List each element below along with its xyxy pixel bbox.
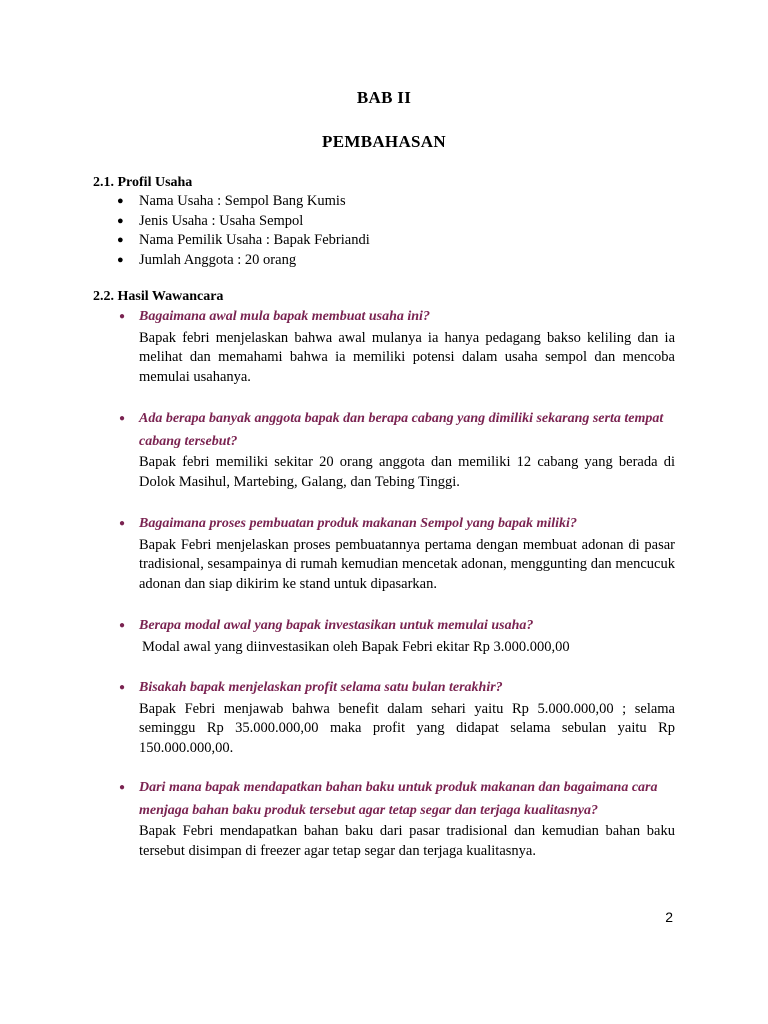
qa-item xyxy=(93,408,675,492)
list-item xyxy=(93,192,693,212)
question-text: Bagaimana proses pembuatan produk makanan Sempol yang bapak miliki? xyxy=(139,516,577,531)
question-text: Ada berapa banyak anggota bapak dan berapa cabang yang dimiliki sekarang serta tempat cabang tersebut? xyxy=(139,411,664,449)
profile-list xyxy=(93,192,693,270)
qa-item xyxy=(93,677,675,759)
interview-question xyxy=(93,615,675,638)
bullet-icon: ● xyxy=(117,214,124,227)
profile-item-text: Jumlah Anggota : 20 orang xyxy=(139,251,297,268)
bullet-icon: ● xyxy=(119,413,126,424)
question-text: Bisakah bapak menjelaskan profit selama satu bulan terakhir? xyxy=(139,680,503,695)
qa-item xyxy=(93,777,675,861)
interview-answer: Bapak Febri menjawab bahwa benefit dalam sehari yaitu Rp 5.000.000,00 ; selama seminggu Rp 35.000.000,00 maka profit yang didapat selama sebulan yaitu Rp 150.000.000,00. xyxy=(139,700,675,756)
qa-item xyxy=(93,513,675,595)
bullet-icon: ● xyxy=(117,195,124,207)
bullet-icon: ● xyxy=(119,782,126,793)
page-number: 2 xyxy=(665,909,673,925)
interview-question xyxy=(93,306,675,329)
section-heading-interview: 2.2. Hasil Wawancara xyxy=(93,289,224,304)
list-item xyxy=(93,231,693,251)
interview-answer: Bapak febri menjelaskan bahwa awal mulanya ia hanya pedagang bakso keliling dan ia melihat dan memahami bahwa ia memiliki potensi dalam usaha sempol dan mencoba memulai usahanya. xyxy=(139,329,675,385)
bullet-icon: ● xyxy=(117,253,124,266)
qa-item xyxy=(93,306,675,388)
chapter-title: PEMBAHASAN xyxy=(322,132,446,151)
bullet-icon: ● xyxy=(119,311,126,322)
list-item xyxy=(93,251,693,271)
interview-answer: Modal awal yang diinvestasikan oleh Bapak Febri ekitar Rp 3.000.000,00 xyxy=(142,638,570,655)
qa-item xyxy=(93,615,675,657)
bullet-icon: ● xyxy=(117,234,124,246)
interview-question xyxy=(93,408,675,453)
question-text: Dari mana bapak mendapatkan bahan baku untuk produk makanan dan bagaimana cara menjaga bahan baku produk tersebut agar tetap segar dan terjaga kualitasnya? xyxy=(139,780,658,818)
chapter-number: BAB II xyxy=(356,88,412,107)
profile-item-text: Jenis Usaha : Usaha Sempol xyxy=(139,212,304,229)
bullet-icon: ● xyxy=(119,682,126,693)
question-text: Berapa modal awal yang bapak investasikan untuk memulai usaha? xyxy=(139,618,534,633)
question-text: Bagaimana awal mula bapak membuat usaha ini? xyxy=(139,309,430,324)
interview-question xyxy=(93,677,675,700)
list-item xyxy=(93,212,693,232)
interview-question xyxy=(93,777,675,822)
interview-answer: Bapak febri memiliki sekitar 20 orang anggota dan memiliki 12 cabang yang berada di Dolok Masihul, Martebing, Galang, dan Tebing Tinggi. xyxy=(139,454,675,490)
bullet-icon: ● xyxy=(119,620,126,631)
profile-item-text: Nama Pemilik Usaha : Bapak Febriandi xyxy=(139,232,370,248)
interview-answer: Bapak Febri menjelaskan proses pembuatannya pertama dengan membuat adonan di pasar tradisional, sesampainya di rumah kemudian mencetak adonan, menggunting dan mencucuk adonan dan siap dikirim ke stand untuk dipasarkan. xyxy=(139,536,675,592)
section-heading-profile: 2.1. Profil Usaha xyxy=(93,175,193,190)
interview-answer: Bapak Febri mendapatkan bahan baku dari pasar tradisional dan kemudian bahan baku tersebut disimpan di freezer agar tetap segar dan terjaga kualitasnya. xyxy=(139,823,675,859)
bullet-icon: ● xyxy=(119,518,126,529)
profile-item-text: Nama Usaha : Sempol Bang Kumis xyxy=(139,193,346,209)
interview-question xyxy=(93,513,675,536)
